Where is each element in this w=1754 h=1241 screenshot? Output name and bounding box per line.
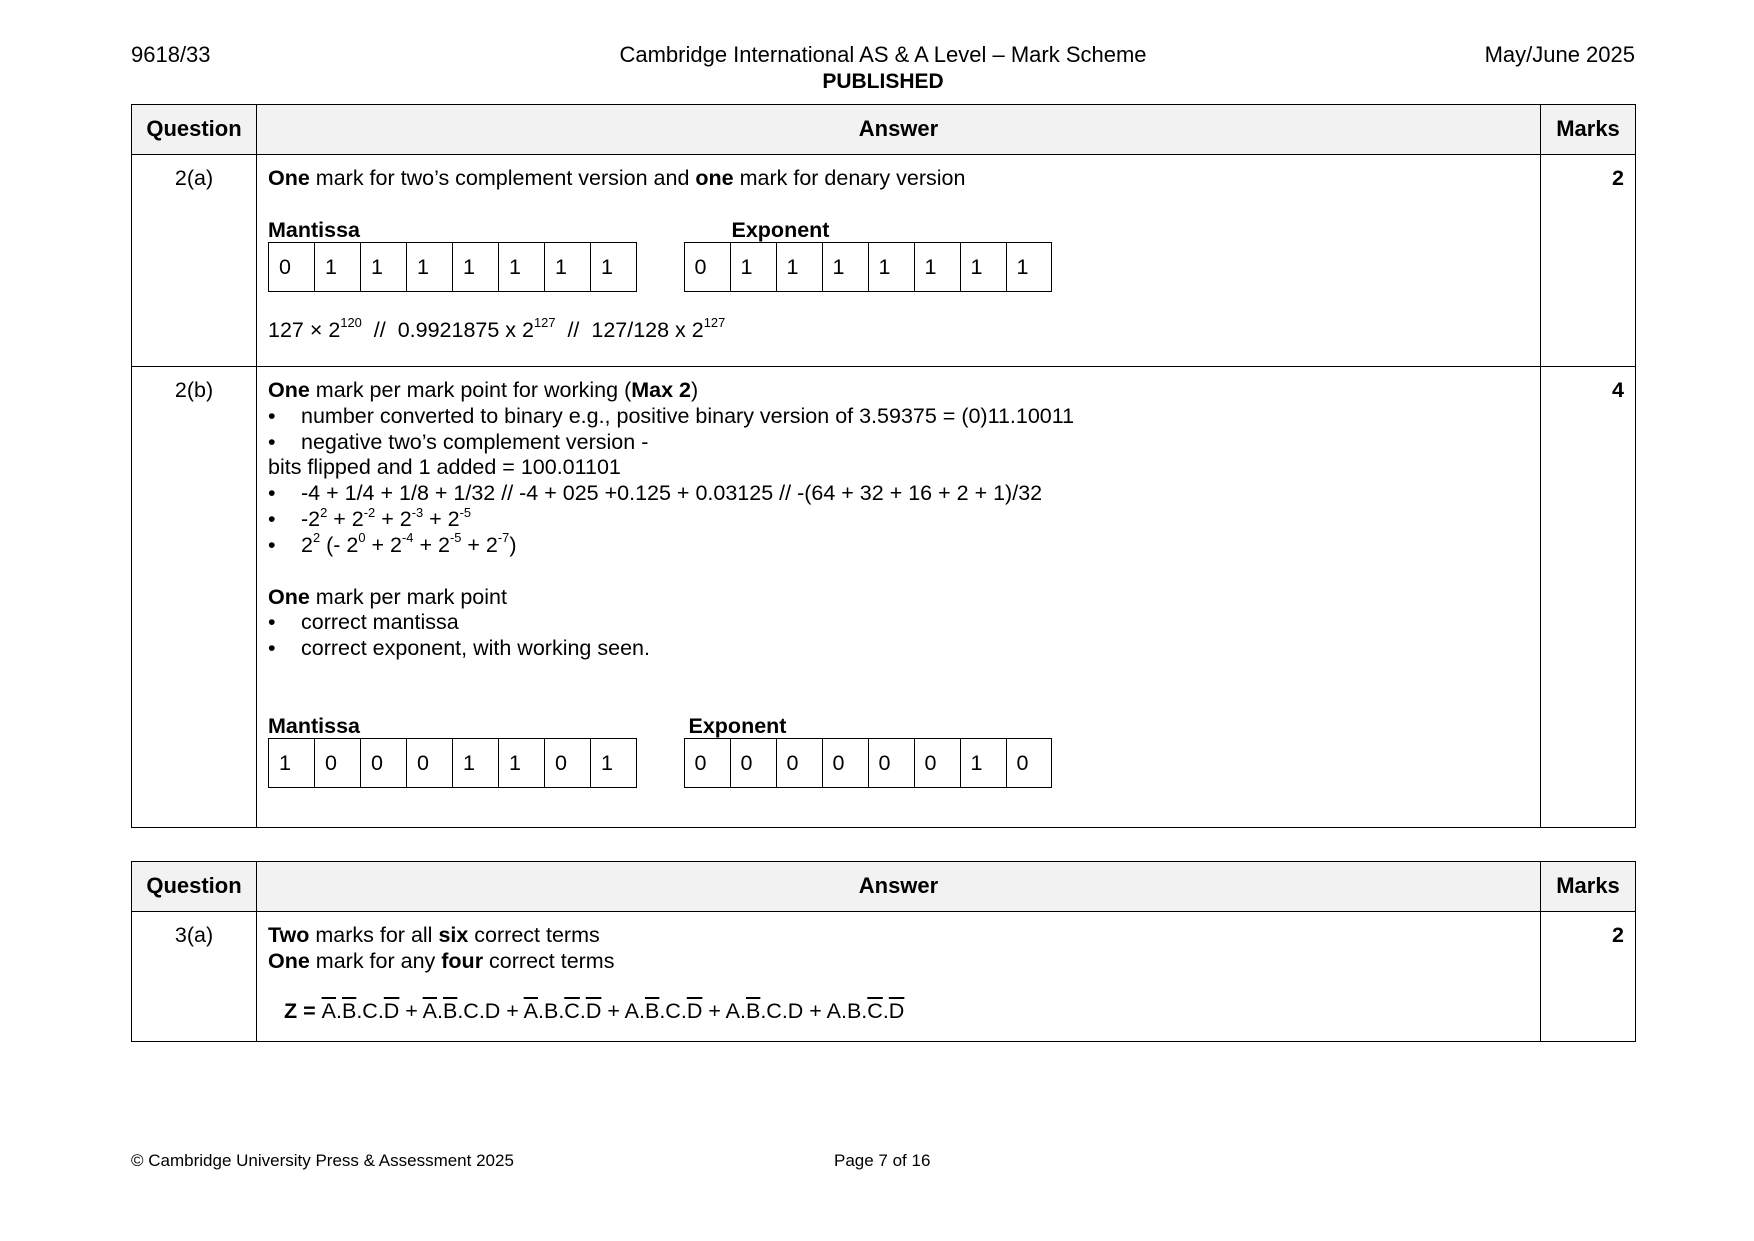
table-row-2a: [132, 155, 1636, 367]
negated-term: $\overline{D}$: [585, 998, 602, 1023]
mantissa-register: [268, 218, 637, 292]
text-run: .: [882, 998, 889, 1023]
negated-term: $\overline{B}$: [341, 998, 357, 1023]
marks-value: 4: [1541, 367, 1636, 828]
bit-cell: 0: [1016, 750, 1029, 775]
exponent-register: [684, 218, 1053, 292]
mantissa-label: Mantissa: [268, 713, 361, 738]
text-run: .: [579, 998, 586, 1023]
bit-cell: 1: [499, 243, 545, 291]
text-run: One: [268, 948, 310, 973]
mark-scheme-table-q2: [131, 104, 1636, 828]
superscript: -7: [497, 530, 510, 546]
text-run: One: [268, 378, 310, 402]
negated-term: $\overline{A}$: [422, 998, 437, 1023]
bit-cell: 0: [915, 739, 961, 787]
exponent-bits: [684, 738, 1053, 788]
question-number: 3(a): [132, 912, 257, 1042]
bullet-text: correct exponent, with working seen.: [301, 636, 650, 661]
text-run: four: [441, 948, 484, 973]
text-run: correct terms: [483, 948, 615, 973]
mantissa-label: Mantissa: [268, 217, 361, 242]
mantissa-bits: [268, 738, 637, 788]
text-run: // 127/128 x 2: [555, 317, 704, 342]
table-row-3a: [132, 912, 1636, 1042]
text-run: + 2: [327, 506, 364, 531]
superscript: 120: [340, 315, 362, 331]
list-item: • number converted to binary e.g., positive binary version of 3.59375 = (0)11.10011: [268, 403, 1075, 428]
register-row: [268, 218, 1529, 292]
list-item: • correct exponent, with working seen.: [268, 636, 650, 661]
text-run: -2: [301, 506, 321, 531]
negated-term: $\overline{B}$: [745, 998, 761, 1023]
bit-cell: 1: [361, 243, 407, 291]
bit-cell: 1: [545, 243, 591, 291]
bits-flipped-text: bits flipped and 1 added = 100.01101: [268, 455, 621, 480]
marks-header: Marks: [1541, 105, 1636, 155]
list-item: • $-2^2 + 2^{-2} + 2^{-3} + 2^{-5}$: [268, 504, 472, 531]
superscript: -5: [449, 530, 462, 546]
exponent-register: [684, 714, 1053, 788]
bit-cell: 0: [731, 739, 777, 787]
bit-cell: 1: [601, 254, 613, 279]
text-run: One: [268, 166, 310, 190]
bullet-text: -4 + 1/4 + 1/8 + 1/32 // -4 + 025 +0.125 + 0.03125 // -(64 + 32 + 16 + 2 + 1)/32: [301, 481, 1043, 506]
bit-cell: 1: [777, 243, 823, 291]
bit-cell: 0: [823, 739, 869, 787]
exam-session: May/June 2025: [1484, 42, 1635, 67]
denary-values: [268, 315, 1529, 344]
table-header-row: [132, 105, 1636, 155]
bullet-text: correct mantissa: [301, 610, 459, 635]
superscript: 2: [312, 530, 321, 546]
question-header: Question: [132, 862, 257, 912]
full-marks-text: [268, 923, 1529, 949]
text-run: .C.D: [457, 998, 501, 1023]
text-run: Z =: [284, 998, 322, 1023]
negated-term: $\overline{D}$: [686, 998, 703, 1023]
marks-header: Marks: [1541, 862, 1636, 912]
text-run: Two: [268, 923, 310, 947]
superscript: 0: [358, 530, 366, 546]
published-label: PUBLISHED: [822, 70, 944, 93]
text-run: One: [268, 584, 310, 609]
list-item: • -4 + 1/4 + 1/8 + 1/32 // -4 + 025 +0.125 + 0.03125 // -(64 + 32 + 16 + 2 + 1)/32: [268, 481, 1043, 506]
mantissa-bits: [268, 242, 637, 292]
copyright: © Cambridge University Press & Assessment 2025: [131, 1151, 514, 1170]
question-number: 2(b): [132, 367, 257, 828]
bullet-text: [301, 504, 472, 533]
table-row-2b: [132, 367, 1636, 828]
bullet-text: number converted to binary e.g., positive binary version of 3.59375 = (0)11.10011: [301, 403, 1075, 428]
text-run: marks for all: [309, 923, 439, 947]
mantissa-register: [268, 714, 637, 788]
text-run: + A.: [702, 998, 746, 1023]
superscript: 127: [534, 315, 556, 331]
question-header: Question: [132, 105, 257, 155]
text-run: + 2: [461, 532, 498, 557]
text-run: .: [335, 998, 342, 1023]
text-run: mark per mark point: [309, 584, 507, 609]
bit-cell: 1: [407, 243, 453, 291]
text-run: mark for any: [309, 948, 442, 973]
exponent-label: Exponent: [731, 217, 830, 242]
page-number: Page 7 of 16: [834, 1151, 931, 1170]
text-run: +: [500, 998, 524, 1023]
superscript: -5: [459, 504, 472, 520]
paper-code: 9618/33: [131, 42, 211, 67]
bit-cell: 0: [269, 243, 315, 291]
answer-header: Answer: [257, 105, 1541, 155]
bit-cell: 0: [361, 739, 407, 787]
text-run: .B.: [538, 998, 565, 1023]
bit-cell: 0: [407, 739, 453, 787]
text-run: 2: [301, 532, 313, 557]
table-header-row: [132, 862, 1636, 912]
page-header: [131, 42, 1635, 102]
negated-term: $\overline{C}$: [867, 998, 883, 1023]
list-item: • negative two’s complement version -: [268, 429, 649, 454]
bit-cell: 0: [315, 739, 361, 787]
negated-term: $\overline{A}$: [321, 998, 336, 1023]
document-title: Cambridge International AS & A Level – Mark Scheme: [619, 42, 1147, 67]
text-run: + A.: [601, 998, 645, 1023]
bit-cell: 1: [453, 739, 499, 787]
bit-cell: 1: [961, 243, 1007, 291]
working-heading: [268, 378, 1529, 404]
text-run: Max 2: [631, 378, 691, 402]
bit-cell: 1: [823, 243, 869, 291]
text-run: correct terms: [468, 923, 600, 947]
text-run: + 2: [375, 506, 412, 531]
superscript: -2: [363, 504, 376, 520]
bit-cell: 0: [685, 739, 731, 787]
superscript: -3: [411, 504, 424, 520]
text-run: + 2: [365, 532, 403, 557]
answer-header: Answer: [257, 862, 1541, 912]
mark-point-heading: [268, 585, 1529, 611]
exponent-bits: [684, 242, 1053, 292]
negated-term: $\overline{B}$: [644, 998, 660, 1023]
bit-cell: 1: [1016, 254, 1029, 279]
marks-value: 2: [1541, 912, 1636, 1042]
marks-value: 2: [1541, 155, 1636, 367]
negated-term: $\overline{D}$: [383, 998, 400, 1023]
bit-cell: 1: [453, 243, 499, 291]
question-number: 2(a): [132, 155, 257, 367]
bit-cell: 1: [499, 739, 545, 787]
negated-term: $\overline{A}$: [523, 998, 538, 1023]
text-run: + A.B.: [803, 998, 868, 1023]
text-run: + 2: [423, 506, 460, 531]
answer-cell: [257, 155, 1541, 367]
text-run: ): [509, 532, 517, 557]
text-run: .C.D: [760, 998, 804, 1023]
partial-marks-text: [268, 949, 1529, 975]
text-run: .: [437, 998, 443, 1023]
text-run: mark for two’s complement version and: [309, 166, 696, 190]
bit-cell: 1: [601, 750, 613, 775]
bit-cell: 1: [961, 739, 1007, 787]
register-row: [268, 714, 1529, 788]
text-run: +: [399, 998, 423, 1023]
exponent-label: Exponent: [688, 713, 787, 738]
negated-term: $\overline{C}$: [564, 998, 580, 1023]
bit-cell: 1: [869, 243, 915, 291]
text-run: (- 2: [320, 532, 359, 557]
text-run: // 0.9921875 x 2: [361, 317, 534, 342]
superscript: -4: [402, 530, 414, 546]
answer-cell: [257, 367, 1541, 828]
text-run: one: [695, 166, 734, 190]
answer-cell: [257, 912, 1541, 1042]
bit-cell: 1: [269, 739, 315, 787]
list-item: • correct mantissa: [268, 610, 459, 635]
bullet-text: [301, 530, 517, 559]
text-run: .C.: [659, 998, 687, 1023]
negated-term: $\overline{D}$: [888, 998, 905, 1023]
text-run: six: [438, 923, 469, 947]
list-item: • $2^2$ (- $2^0 + 2^{-4} + 2^{-5} + 2^{-7}$): [268, 530, 517, 557]
bullet-text: negative two’s complement version -: [301, 429, 649, 454]
text-run: ): [691, 378, 699, 402]
bit-cell: 1: [731, 243, 777, 291]
mark-allocation-text: [268, 166, 1529, 192]
bit-cell: 0: [777, 739, 823, 787]
boolean-expression: [268, 999, 1529, 1025]
text-run: .C.: [356, 998, 384, 1023]
superscript: 2: [320, 504, 328, 520]
bit-cell: 0: [545, 739, 591, 787]
bit-cell: 1: [315, 243, 361, 291]
mark-scheme-table-q3: [131, 861, 1636, 1042]
superscript: 127: [703, 315, 726, 331]
bit-cell: 1: [915, 243, 961, 291]
text-run: mark for denary version: [733, 166, 966, 190]
bit-cell: 0: [685, 243, 731, 291]
text-run: 127 × 2: [268, 317, 341, 342]
text-run: + 2: [413, 532, 450, 557]
bit-cell: 0: [869, 739, 915, 787]
negated-term: $\overline{B}$: [442, 998, 458, 1023]
text-run: mark per mark point for working (: [309, 378, 632, 402]
